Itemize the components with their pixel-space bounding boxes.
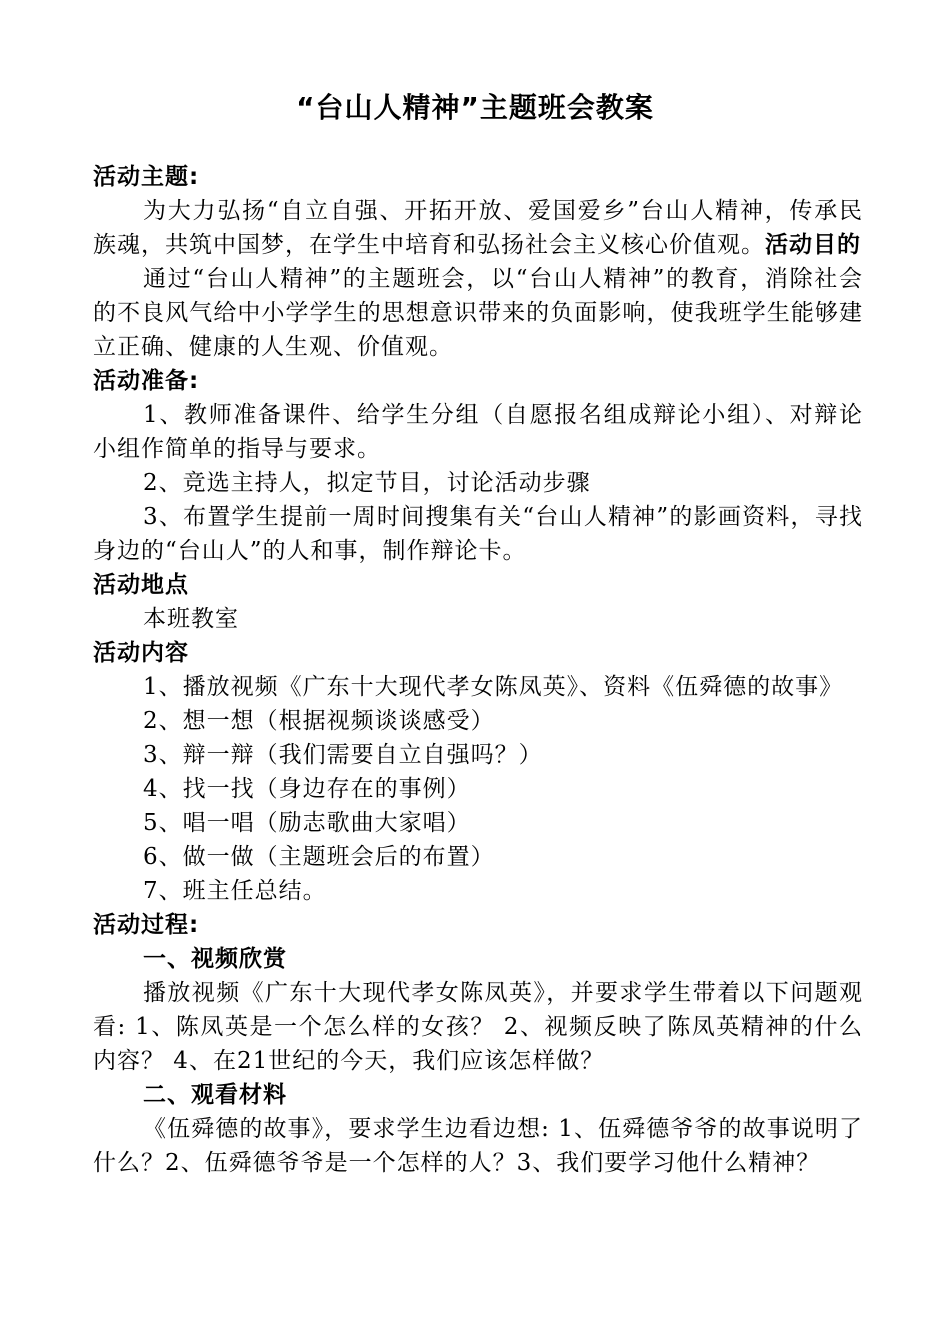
location-text: 本班教室 xyxy=(143,606,239,632)
preparation-item: 3、布置学生提前一周时间搜集有关“台山人精神”的影画资料，寻找身边的“台山人”的人和事，制作辩论卡。 xyxy=(93,504,863,564)
section-heading-preparation: 活动准备: xyxy=(93,368,200,394)
preparation-item: 2、竞选主持人，拟定节目，讨论活动步骤 xyxy=(143,470,591,496)
content-item: 4、找一找（身边存在的事例） xyxy=(143,776,471,802)
document-body xyxy=(93,160,863,1180)
purpose-paragraph: 通过“台山人精神”的主题班会，以“台山人精神”的教育，消除社会的不良风气给中小学学生的思想意识带来的负面影响，使我班学生能够建立正确、健康的人生观、价值观。 xyxy=(93,266,863,360)
section-heading-theme: 活动主题: xyxy=(93,164,200,190)
section-heading-location: 活动地点 xyxy=(93,572,189,598)
theme-text: 为大力弘扬“自立自强、开拓开放、爱国爱乡”台山人精神，传承民族魂，共筑中国梦，在学生中培育和弘扬社会主义核心价值观。 xyxy=(93,198,863,258)
content-item: 2、想一想（根据视频谈谈感受） xyxy=(143,708,495,734)
content-item: 6、做一做（主题班会后的布置） xyxy=(143,844,495,870)
theme-paragraph xyxy=(93,194,863,262)
section-heading-content: 活动内容 xyxy=(93,640,189,666)
process-step-heading: 一、视频欣赏 xyxy=(143,946,287,972)
section-heading-process: 活动过程: xyxy=(93,912,200,938)
preparation-item: 1、教师准备课件、给学生分组（自愿报名组成辩论小组）、对辩论小组作简单的指导与要求。 xyxy=(93,402,863,462)
document-title: “台山人精神”主题班会教案 xyxy=(296,91,654,124)
process-step-text: 播放视频《广东十大现代孝女陈凤英》，并要求学生带着以下问题观看: 1、陈凤英是一个怎么样的女孩？ 2、视频反映了陈凤英精神的什么内容？ 4、在21世纪的今天，我们应该怎样做？ xyxy=(93,980,863,1074)
content-item: 7、班主任总结。 xyxy=(143,878,327,904)
process-step-heading: 二、观看材料 xyxy=(143,1082,287,1108)
content-item: 5、唱一唱（励志歌曲大家唱） xyxy=(143,810,471,836)
process-step-text: 《伍舜德的故事》，要求学生边看边想: 1、伍舜德爷爷的故事说明了什么？2、伍舜德爷爷是一个怎样的人？3、我们要学习他什么精神？ xyxy=(93,1116,863,1176)
content-item: 3、辩一辩（我们需要自立自强吗？） xyxy=(143,742,543,768)
section-heading-purpose: 活动目的 xyxy=(765,232,861,258)
content-item: 1、播放视频《广东十大现代孝女陈凤英》、资料《伍舜德的故事》 xyxy=(143,674,844,700)
